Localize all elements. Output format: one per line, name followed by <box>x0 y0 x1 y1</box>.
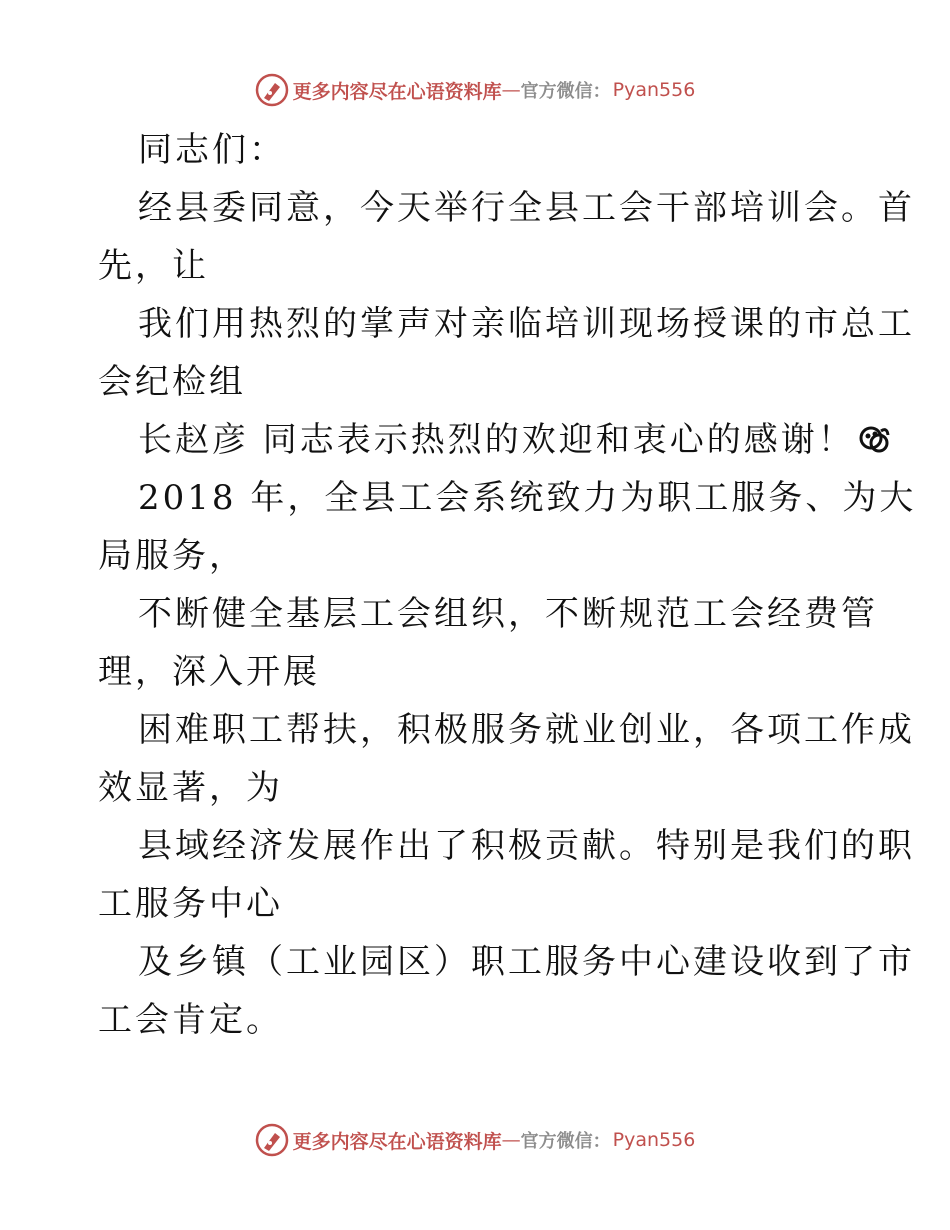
header-watermark <box>0 70 950 110</box>
watermark-main-text: 更多内容尽在心语资料库 <box>292 80 502 103</box>
paragraph-line: 县域经济发展作出了积极贡献。特别是我们的职 <box>138 826 915 866</box>
paragraph-line: 我们用热烈的掌声对亲临培训现场授课的市总工 <box>138 304 915 344</box>
watermark-wechat-id: Pyan556 <box>612 1129 696 1151</box>
paragraph-line: 2018 年，全县工会系统致力为职工服务、为大 <box>138 478 917 518</box>
watermark-wechat-label: 官方微信： <box>520 81 611 102</box>
pen-nib-logo-icon <box>255 1123 289 1157</box>
paragraph-line: 局服务， <box>98 536 246 576</box>
paragraph-line: 会纪检组 <box>98 362 246 402</box>
footer-watermark <box>0 1120 950 1160</box>
watermark-wechat-label: 官方微信： <box>520 1131 611 1152</box>
pen-nib-logo-icon <box>255 73 289 107</box>
paragraph-line <box>138 410 891 470</box>
paragraph-line-text: 长赵彦 同志表示热烈的欢迎和衷心的感谢！ <box>138 420 855 460</box>
paragraph-line: 及乡镇（工业园区）职工服务中心建设收到了市 <box>138 942 915 982</box>
paragraph-line: 工会肯定。 <box>98 1000 283 1040</box>
paragraph-line: 困难职工帮扶，积极服务就业创业，各项工作成 <box>138 710 915 750</box>
watermark-wechat-id: Pyan556 <box>612 79 696 101</box>
paragraph-line: 不断健全基层工会组织，不断规范工会经费管 <box>138 594 878 634</box>
paragraph-line: 效显著，为 <box>98 768 283 808</box>
paragraph-line: 理，深入开展 <box>98 652 320 692</box>
paragraph-line: 先，让 <box>98 246 209 286</box>
salutation: 同志们： <box>138 130 286 170</box>
paragraph-line: 工服务中心 <box>98 884 283 924</box>
watermark-dash: — <box>501 79 521 101</box>
paragraph-line: 经县委同意，今天举行全县工会干部培训会。首 <box>138 188 915 228</box>
watermark-main-text: 更多内容尽在心语资料库 <box>292 1130 502 1153</box>
emoticon-icon <box>857 421 891 455</box>
watermark-dash: — <box>501 1129 521 1151</box>
